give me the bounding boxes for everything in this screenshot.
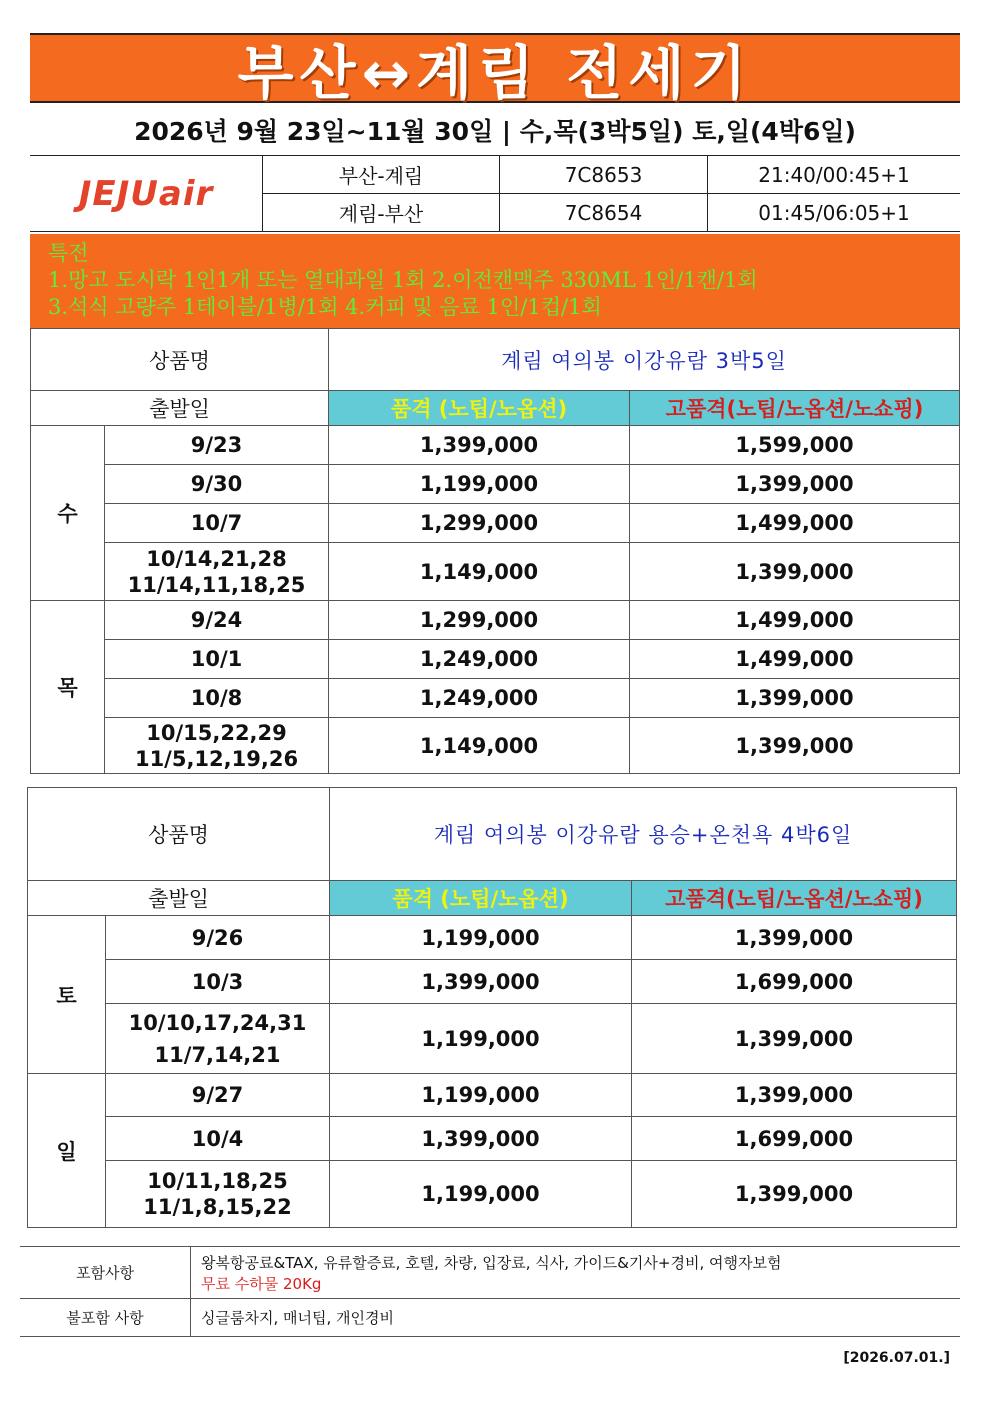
flight-time: 01:45/06:05+1 bbox=[708, 194, 960, 232]
premium-grade-header: 고품격(노팁/노옵션/노쇼핑) bbox=[630, 391, 960, 426]
departure-date: 9/23 bbox=[105, 426, 329, 465]
premium-price: 1,499,000 bbox=[630, 640, 960, 679]
standard-price: 1,199,000 bbox=[330, 916, 632, 960]
flight-route: 부산-계림 bbox=[263, 156, 500, 194]
premium-price: 1,399,000 bbox=[632, 916, 957, 960]
premium-price: 1,499,000 bbox=[630, 601, 960, 640]
departure-date-line: 10/15,22,29 bbox=[146, 720, 287, 745]
weekday-cell: 목 bbox=[31, 601, 105, 774]
departure-date: 10/4 bbox=[106, 1117, 330, 1161]
departure-label: 출발일 bbox=[28, 881, 330, 916]
free-baggage-text: 무료 수하물 20Kg bbox=[201, 1274, 322, 1293]
standard-price: 1,199,000 bbox=[330, 1074, 632, 1117]
flight-table bbox=[30, 156, 960, 232]
standard-price: 1,199,000 bbox=[330, 1004, 632, 1074]
benefits-title: 특전 bbox=[48, 241, 89, 265]
standard-price: 1,149,000 bbox=[329, 543, 630, 601]
excluded-label: 불포함 사항 bbox=[20, 1299, 191, 1337]
premium-price: 1,499,000 bbox=[630, 504, 960, 543]
departure-date: 9/27 bbox=[106, 1074, 330, 1117]
terms-section bbox=[20, 1246, 960, 1337]
premium-price: 1,699,000 bbox=[632, 1117, 957, 1161]
standard-price: 1,199,000 bbox=[330, 1161, 632, 1228]
departure-date: 9/30 bbox=[105, 465, 329, 504]
product-label: 상품명 bbox=[31, 329, 329, 391]
departure-date: 10/7 bbox=[105, 504, 329, 543]
departure-date-line: 10/10,17,24,31 bbox=[128, 1010, 307, 1035]
departure-date: 9/26 bbox=[106, 916, 330, 960]
weekday-cell: 토 bbox=[28, 916, 106, 1074]
premium-price: 1,699,000 bbox=[632, 960, 957, 1004]
departure-date-line: 11/5,12,19,26 bbox=[134, 746, 299, 771]
departure-date: 10/8 bbox=[105, 679, 329, 718]
product-label: 상품명 bbox=[28, 788, 330, 881]
departure-date-line: 11/14,11,18,25 bbox=[127, 572, 306, 597]
standard-price: 1,149,000 bbox=[329, 718, 630, 774]
schedule-line: 2026년 9월 23일~11월 30일 | 수,목(3박5일) 토,일(4박6일) bbox=[30, 104, 960, 156]
standard-price: 1,399,000 bbox=[329, 426, 630, 465]
standard-price: 1,399,000 bbox=[330, 1117, 632, 1161]
flight-number: 7C8654 bbox=[500, 194, 708, 232]
standard-price: 1,399,000 bbox=[330, 960, 632, 1004]
departure-date: 10/3 bbox=[106, 960, 330, 1004]
premium-price: 1,399,000 bbox=[630, 465, 960, 504]
departure-date: 10/1 bbox=[105, 640, 329, 679]
departure-date-line: 11/1,8,15,22 bbox=[143, 1195, 292, 1219]
departure-dates-multi bbox=[106, 1004, 330, 1074]
price-table-3n5d bbox=[30, 328, 960, 774]
departure-date: 9/24 bbox=[105, 601, 329, 640]
premium-price: 1,399,000 bbox=[630, 718, 960, 774]
benefits-line: 1.망고 도시락 1인1개 또는 열대과일 1회 2.이전캔맥주 330ML 1인/1캔/1회 bbox=[48, 268, 758, 292]
standard-price: 1,249,000 bbox=[329, 679, 630, 718]
premium-price: 1,399,000 bbox=[630, 543, 960, 601]
departure-dates-multi bbox=[105, 543, 329, 601]
departure-date-line: 11/7,14,21 bbox=[154, 1042, 281, 1067]
included-text: 왕복항공료&TAX, 유류할증료, 호텔, 차량, 입장료, 식사, 가이드&기사+경비, 여행자보험 bbox=[201, 1253, 782, 1272]
product-name: 계림 여의봉 이강유람 3박5일 bbox=[329, 329, 960, 391]
airline-logo-text: JEJUair bbox=[78, 173, 214, 214]
standard-price: 1,249,000 bbox=[329, 640, 630, 679]
premium-price: 1,599,000 bbox=[630, 426, 960, 465]
standard-grade-header: 품격 (노팁/노옵션) bbox=[329, 391, 630, 426]
product-name: 계림 여의봉 이강유람 용승+온천욕 4박6일 bbox=[330, 788, 957, 881]
flight-time: 21:40/00:45+1 bbox=[708, 156, 960, 194]
departure-dates-multi bbox=[106, 1161, 330, 1228]
terms-table bbox=[20, 1246, 960, 1337]
standard-price: 1,299,000 bbox=[329, 601, 630, 640]
jejuair-logo bbox=[30, 156, 263, 232]
departure-dates-multi bbox=[105, 718, 329, 774]
excluded-text: 싱글룸차지, 매너팁, 개인경비 bbox=[191, 1299, 961, 1337]
standard-grade-header: 품격 (노팁/노옵션) bbox=[330, 881, 632, 916]
departure-label: 출발일 bbox=[31, 391, 329, 426]
weekday-cell: 일 bbox=[28, 1074, 106, 1228]
price-table-4n6d bbox=[27, 787, 957, 1228]
departure-date-line: 10/11,18,25 bbox=[147, 1169, 288, 1193]
benefits-line: 3.석식 고량주 1테이블/1병/1회 4.커피 및 음료 1인/1컵/1회 bbox=[48, 295, 602, 319]
document-date: [2026.07.01.] bbox=[843, 1350, 950, 1366]
weekday-cell: 수 bbox=[31, 426, 105, 601]
flight-route: 계림-부산 bbox=[263, 194, 500, 232]
premium-grade-header: 고품격(노팁/노옵션/노쇼핑) bbox=[632, 881, 957, 916]
title-banner bbox=[30, 33, 960, 107]
premium-price: 1,399,000 bbox=[632, 1004, 957, 1074]
premium-price: 1,399,000 bbox=[632, 1161, 957, 1228]
benefits-box bbox=[30, 234, 960, 328]
premium-price: 1,399,000 bbox=[630, 679, 960, 718]
departure-date-line: 10/14,21,28 bbox=[146, 546, 287, 571]
standard-price: 1,199,000 bbox=[329, 465, 630, 504]
page-title: 부산↔계림 전세기 bbox=[237, 39, 753, 107]
included-label: 포함사항 bbox=[20, 1247, 191, 1299]
included-content bbox=[191, 1247, 961, 1299]
flight-number: 7C8653 bbox=[500, 156, 708, 194]
standard-price: 1,299,000 bbox=[329, 504, 630, 543]
premium-price: 1,399,000 bbox=[632, 1074, 957, 1117]
